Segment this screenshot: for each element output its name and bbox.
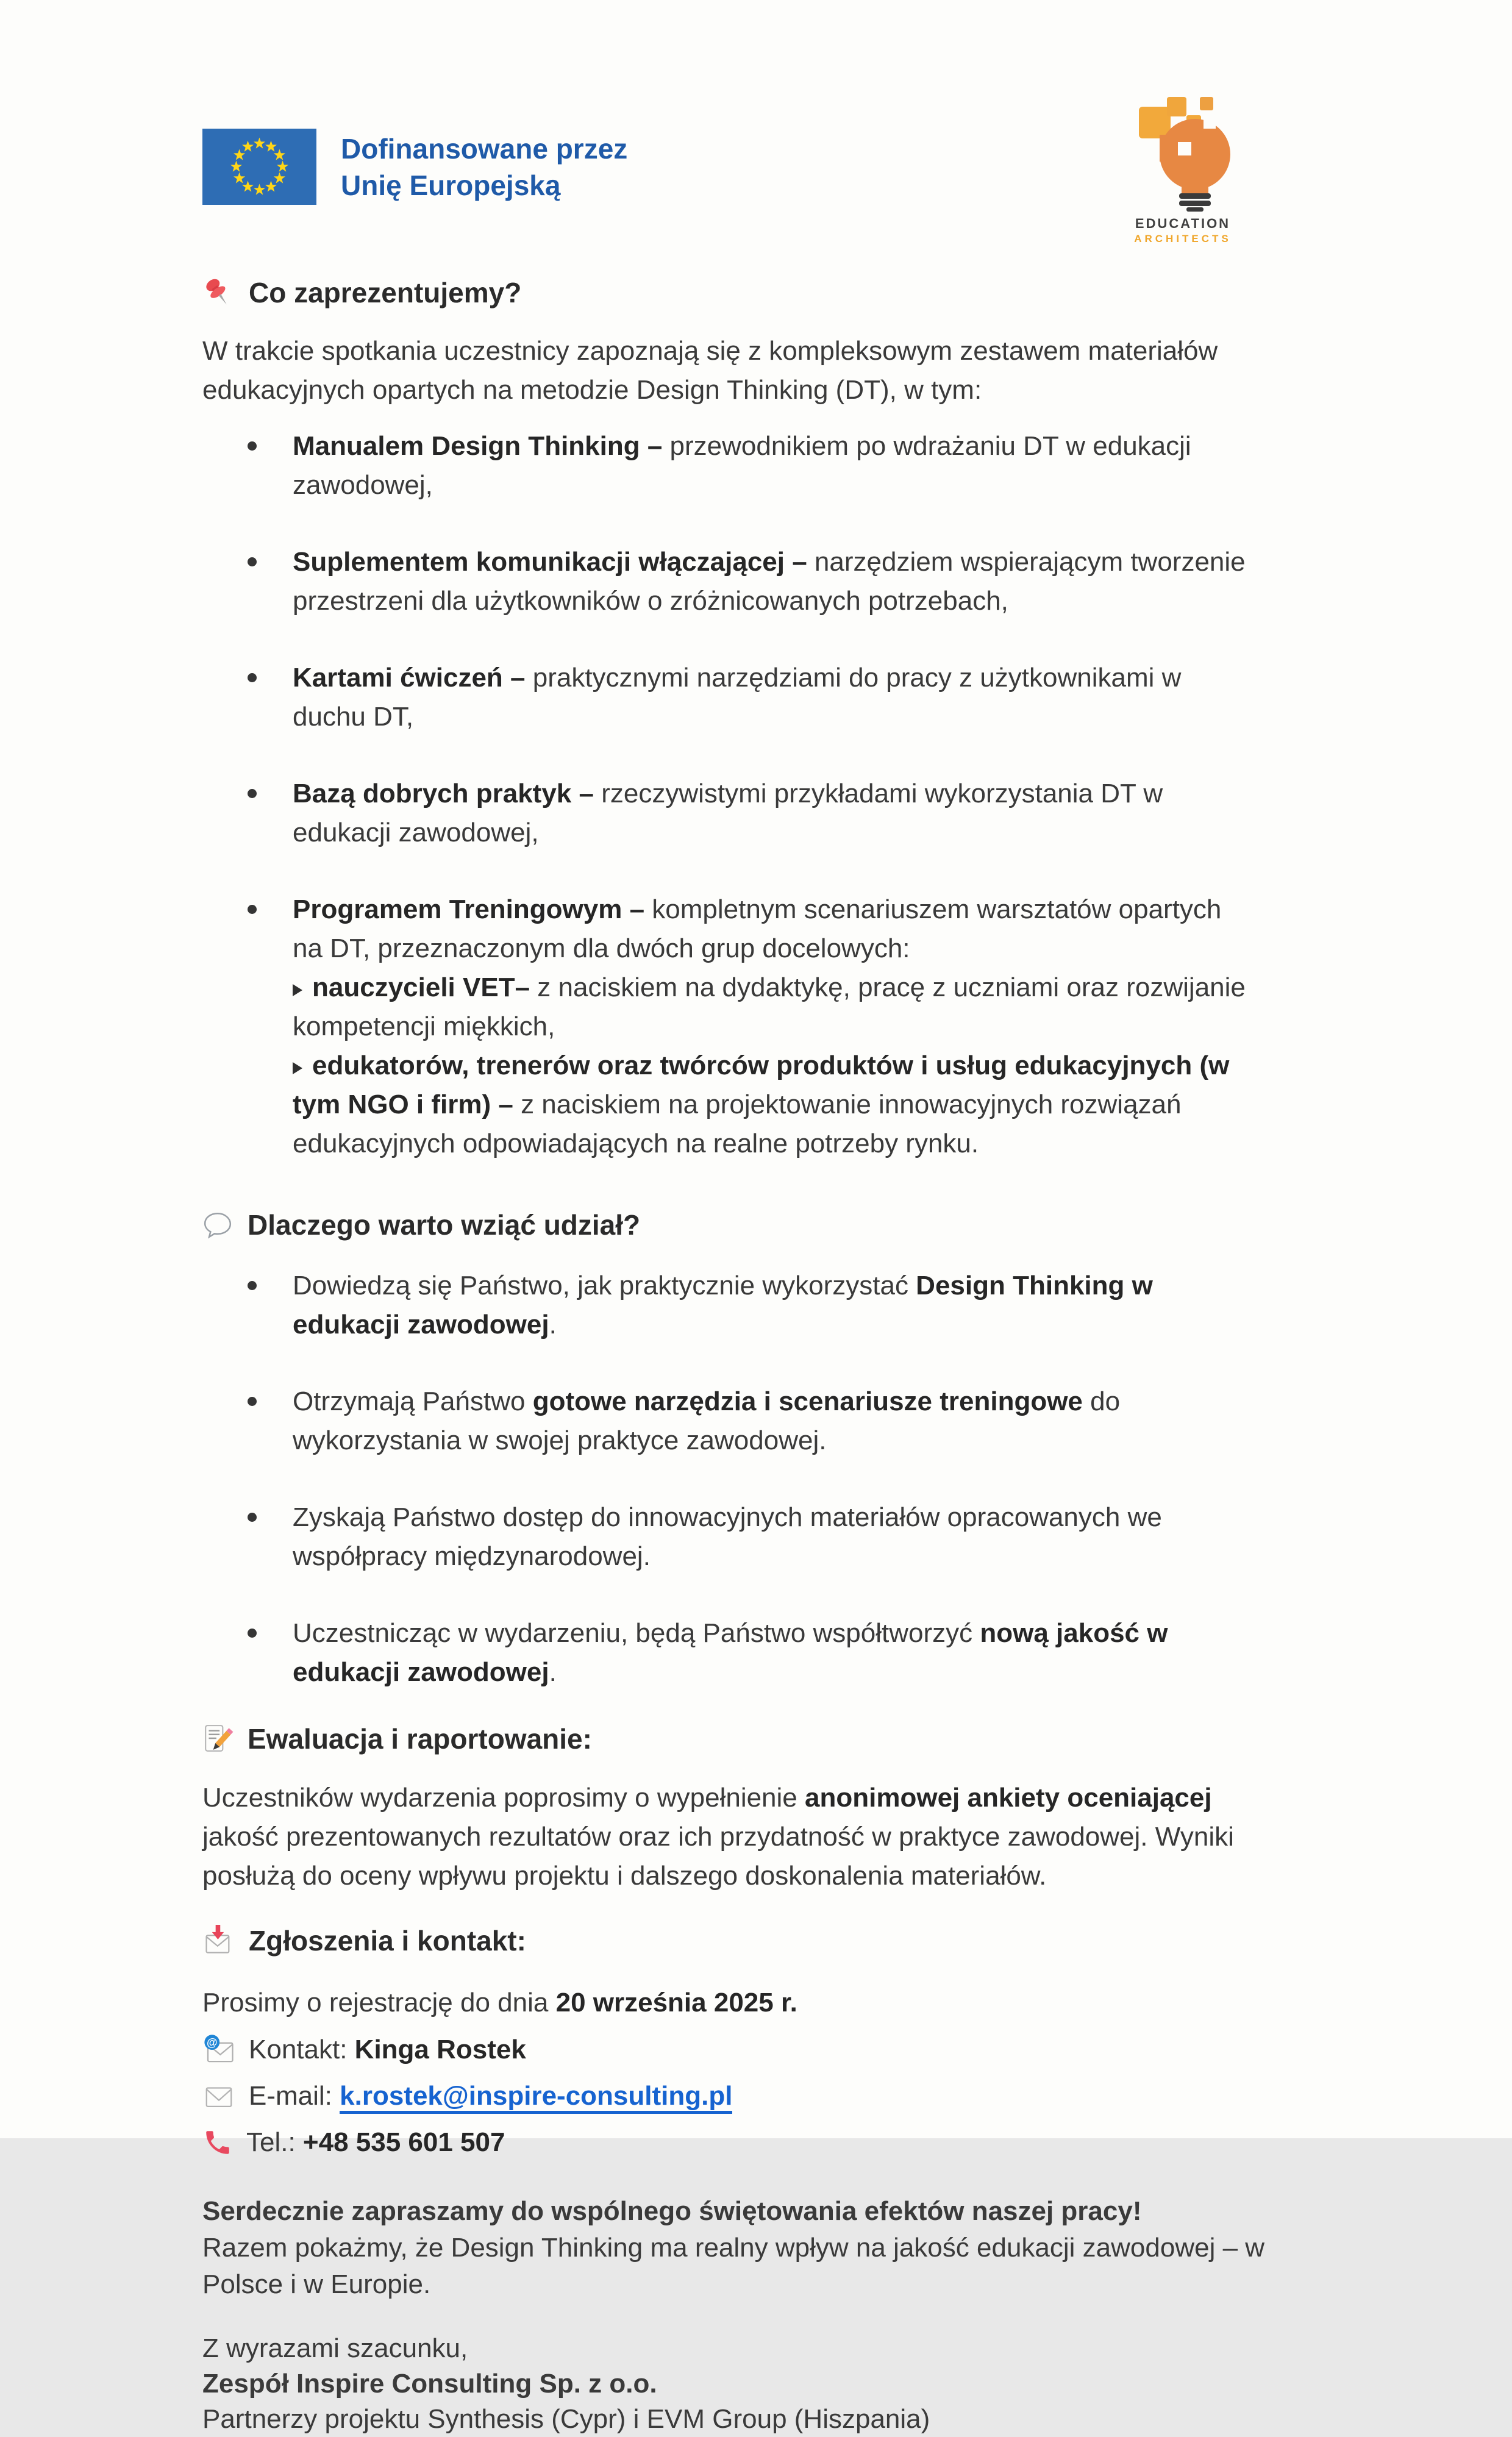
svg-text:@: @ (206, 2036, 218, 2049)
section-why-title: Dlaczego warto wziąć udział? (248, 1209, 641, 1241)
lightbulb-pixel-icon (1122, 90, 1244, 212)
closing-invitation: Serdecznie zapraszamy do wspólnego świętowania efektów naszej pracy! (202, 2196, 1142, 2227)
contact-person-text: Kontakt: Kinga Rostek (249, 2035, 526, 2065)
team-name: Zespół Inspire Consulting Sp. z o.o. (202, 2369, 657, 2399)
eu-funding-block (202, 129, 627, 205)
section-what-title: Co zaprezentujemy? (249, 276, 522, 309)
sub-item-educators: edukatorów, trenerów oraz twórców produktów i usług edukacyjnych (w tym NGO i firm) – z naciskiem na projektowanie innowacyjnych rozwiązań edukacyjnych odpowiadających na realne potrzeby rynku. (293, 1046, 1250, 1163)
email-link[interactable]: k.rostek@inspire-consulting.pl (340, 2081, 732, 2114)
section-what-heading (202, 277, 1317, 309)
header (202, 90, 1317, 245)
list-item-supplement: Suplementem komunikacji włączającej – narzędziem wspierającym tworzenie przestrzeni dla użytkowników o zróżnicowanych potrzebach, (202, 543, 1250, 621)
benefit-item-1: Dowiedzą się Państwo, jak praktycznie wykorzystać Design Thinking w edukacji zawodowej. (202, 1266, 1250, 1344)
eu-flag-icon (202, 129, 316, 205)
education-architects-word1: EDUCATION (1135, 216, 1231, 231)
inbox-envelope-icon (202, 1925, 234, 1957)
project-partners: Partnerzy projektu Synthesis (Cypr) i EVM Group (Hiszpania) (202, 2404, 930, 2435)
speech-bubble-icon (202, 1210, 233, 1240)
benefit-item-2: Otrzymają Państwo gotowe narzędzia i scenariusze treningowe do wykorzystania w swojej praktyce zawodowej. (202, 1382, 1250, 1460)
benefit-item-3: Zyskają Państwo dostęp do innowacyjnych materiałów opracowanych we współpracy międzynarodowej. (202, 1498, 1250, 1576)
contact-person-name: Kinga Rostek (354, 2035, 526, 2065)
pushpin-icon (202, 277, 234, 309)
education-architects-word2: ARCHITECTS (1134, 233, 1232, 244)
contact-email-row (202, 2077, 1317, 2115)
salutation: Z wyrazami szacunku, (202, 2333, 468, 2364)
intro-paragraph: W trakcie spotkania uczestnicy zapoznają się z kompleksowym zestawem materiałów edukacyjnych opartych na metodzie Design Thinking (DT), w tym: (202, 336, 1218, 405)
contact-phone-text: Tel.: +48 535 601 507 (246, 2127, 505, 2158)
registration-deadline: Prosimy o rejestrację do dnia 20 września 2025 r. (202, 1988, 797, 2018)
phone-number: +48 535 601 507 (302, 2127, 505, 2158)
closing-block (202, 2193, 1317, 2303)
training-program-text: Programem Treningowym – kompletnym scenariuszem warsztatów opartych na DT, przeznaczonym dla dwóch grup docelowych: (293, 894, 1222, 964)
contact-person-row (202, 2031, 1317, 2069)
list-item-training-program (202, 890, 1250, 1163)
benefit-item-4: Uczestnicząc w wydarzeniu, będą Państwo współtworzyć nową jakość w edukacji zawodowej. (202, 1614, 1250, 1692)
benefits-list (202, 1266, 1317, 1692)
eu-funding-line2: Unię Europejską (341, 169, 561, 201)
eu-funding-text (341, 131, 627, 204)
email-at-icon (202, 2033, 235, 2066)
contact-email-text: E-mail: k.rostek@inspire-consulting.pl (249, 2077, 732, 2115)
materials-list (202, 427, 1317, 1163)
signature-block (202, 2331, 1317, 2437)
phone-icon (202, 2127, 233, 2158)
section-evaluation-heading (202, 1724, 1317, 1755)
closing-message: Razem pokażmy, że Design Thinking ma realny wpływ na jakość edukacji zawodowej – w Polsce i w Europie. (202, 2233, 1265, 2300)
sub-item-vet-teachers: nauczycieli VET– z naciskiem na dydaktykę, pracę z uczniami oraz rozwijanie kompetencji miękkich, (293, 968, 1250, 1046)
education-architects-logo (1122, 90, 1244, 245)
envelope-icon (202, 2080, 235, 2113)
section-why-heading (202, 1210, 1317, 1241)
memo-pencil-icon (202, 1724, 233, 1754)
section-evaluation-title: Ewaluacja i raportowanie: (248, 1722, 592, 1755)
contact-phone-row (202, 2124, 1317, 2161)
section-contact-heading (202, 1925, 1317, 1957)
list-item-cards: Kartami ćwiczeń – praktycznymi narzędziami do pracy z użytkownikami w duchu DT, (202, 658, 1250, 737)
section-contact-title: Zgłoszenia i kontakt: (249, 1925, 526, 1957)
list-item-best-practices: Bazą dobrych praktyk – rzeczywistymi przykładami wykorzystania DT w edukacji zawodowej, (202, 774, 1250, 852)
evaluation-paragraph: Uczestników wydarzenia poprosimy o wypełnienie anonimowej ankiety oceniającej jakość prezentowanych rezultatów oraz ich przydatność w praktyce zawodowej. Wyniki posłużą do oceny wpływu projektu i dalszego doskonalenia materiałów. (202, 1783, 1234, 1891)
eu-funding-line1: Dofinansowane przez (341, 133, 628, 165)
list-item-manual: Manualem Design Thinking – przewodnikiem po wdrażaniu DT w edukacji zawodowej, (202, 427, 1250, 505)
